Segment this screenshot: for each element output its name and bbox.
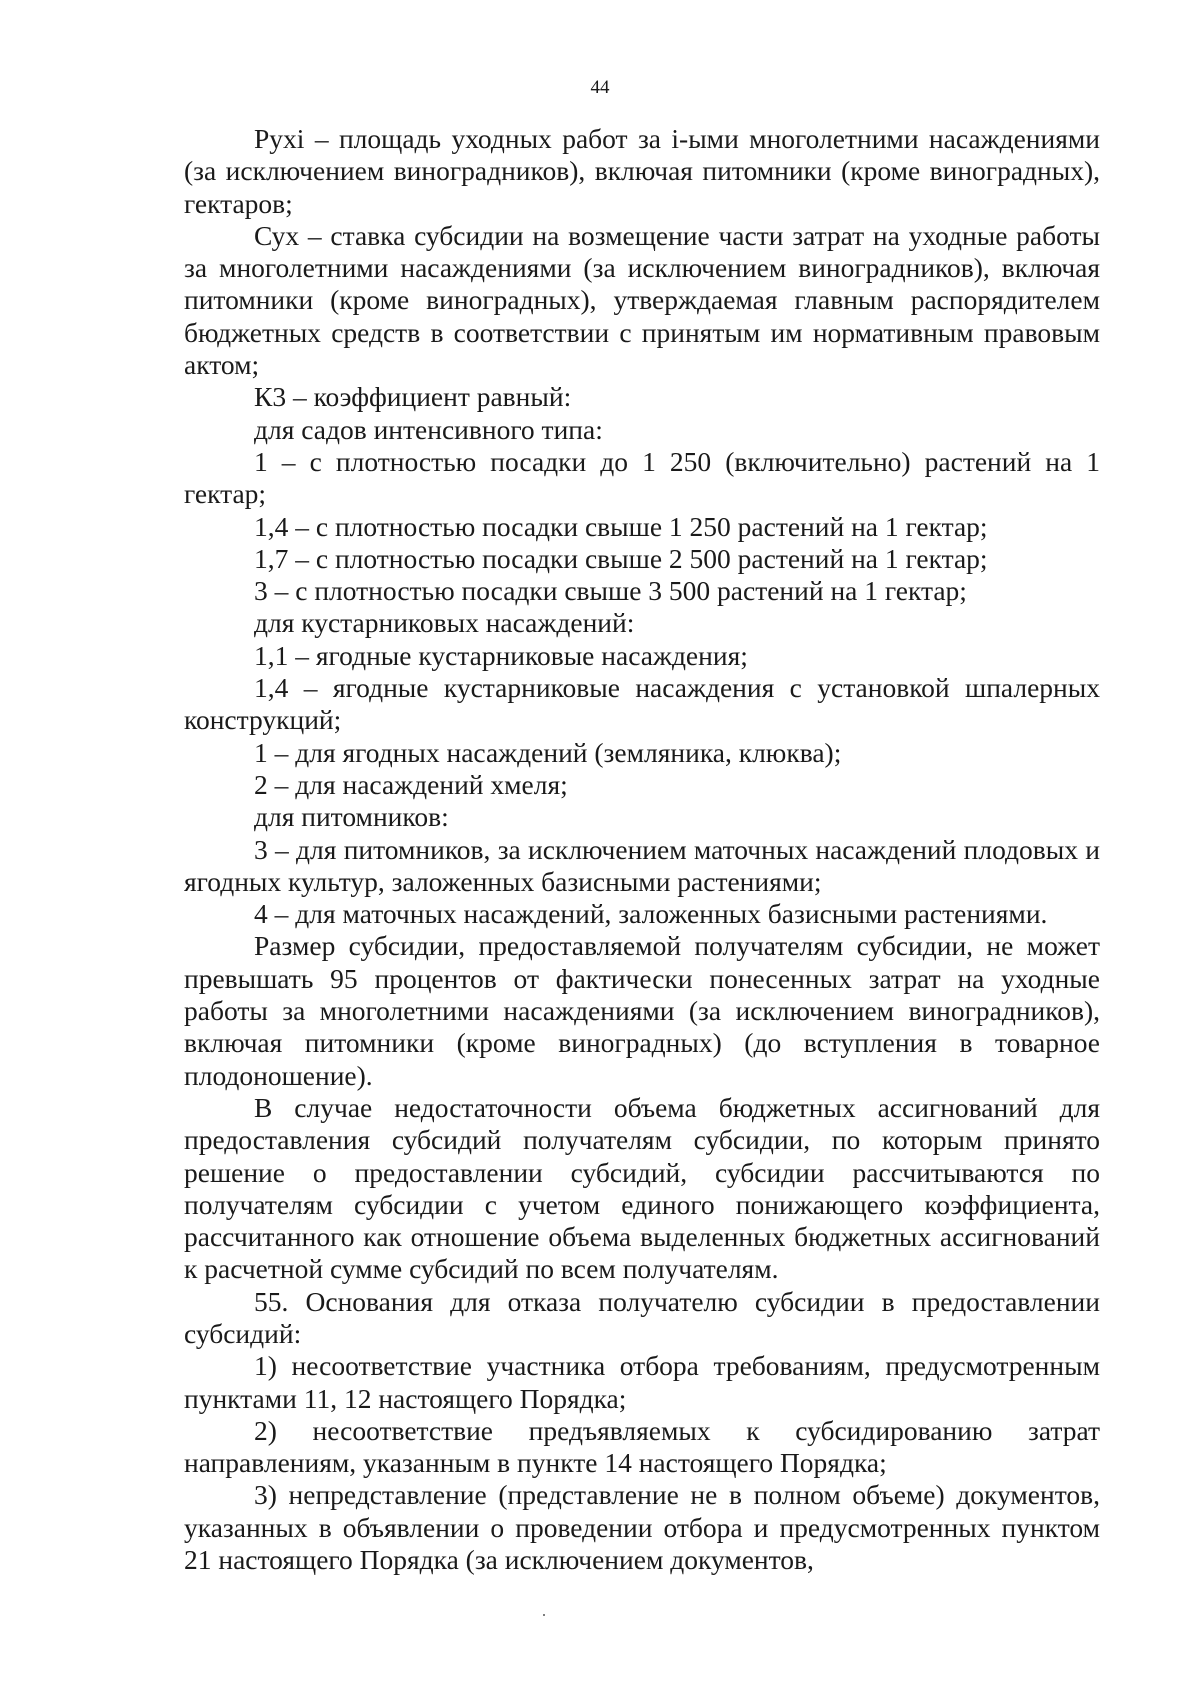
paragraph-pyxi-definition: Pyxi – площадь уходных работ за i-ыми многолетними насаждениями (за исключением виноградников), включая питомники (кроме виноградных), гектаров; <box>184 123 1100 219</box>
paragraph-hops-2: 2 – для насаждений хмеля; <box>254 768 568 800</box>
scan-speck <box>543 1614 545 1616</box>
paragraph-reason-3: 3) непредставление (представление не в полном объеме) документов, указанных в объявлении о проведении отбора и предусмотренных пунктом 21 настоящего Порядка (за исключением документов, <box>184 1479 1100 1576</box>
paragraph-nurseries-heading: для питомников: <box>254 801 449 833</box>
paragraph-coefficient-3: 3 – с плотностью посадки свыше 3 500 растений на 1 гектар; <box>254 575 967 607</box>
paragraph-coefficient-1-7: 1,7 – с плотностью посадки свыше 2 500 растений на 1 гектар; <box>254 542 988 574</box>
paragraph-insufficient-budget: В случае недостаточности объема бюджетных ассигнований для предоставления субсидий получателям субсидии, по которым принято решение о предоставлении субсидий, субсидии рассчитываются по получателям субсидии с учетом единого понижающего коэффициента, рассчитанного как отношение объема выделенных бюджетных ассигнований к расчетной сумме субсидий по всем получателям. <box>184 1091 1100 1285</box>
paragraph-section-55: 55. Основания для отказа получателю субсидии в предоставлении субсидий: <box>184 1285 1100 1349</box>
paragraph-sux-definition: Сух – ставка субсидии на возмещение части затрат на уходные работы за многолетними насаждениями (за исключением виноградников), включая питомники (кроме виноградных), утверждаемая главным распорядителем бюджетных средств в соответствии с принятым им нормативным правовым актом; <box>184 219 1100 381</box>
paragraph-reason-2: 2) несоответствие предъявляемых к субсидированию затрат направлениям, указанным в пункте 14 настоящего Порядка; <box>184 1414 1100 1479</box>
paragraph-berries-1: 1 – для ягодных насаждений (земляника, клюква); <box>254 736 842 768</box>
paragraph-shrubs-1-1: 1,1 – ягодные кустарниковые насаждения; <box>254 639 748 671</box>
paragraph-intensive-gardens-heading: для садов интенсивного типа: <box>254 413 603 445</box>
paragraph-coefficient-1-4: 1,4 – с плотностью посадки свыше 1 250 растений на 1 гектар; <box>254 510 988 542</box>
paragraph-shrubs-heading: для кустарниковых насаждений: <box>254 607 635 639</box>
document-body <box>184 123 1100 1576</box>
paragraph-nurseries-3: 3 – для питомников, за исключением маточных насаждений плодовых и ягодных культур, заложенных базисными растениями; <box>184 833 1100 897</box>
paragraph-k3-definition: К3 – коэффициент равный: <box>254 381 572 413</box>
page-number: 44 <box>590 77 610 98</box>
paragraph-coefficient-1: 1 – с плотностью посадки до 1 250 (включительно) растений на 1 гектар; <box>184 445 1100 510</box>
paragraph-subsidy-limit: Размер субсидии, предоставляемой получателям субсидии, не может превышать 95 процентов от фактически понесенных затрат на уходные работы за многолетними насаждениями (за исключением виноградников), включая питомники (кроме виноградных) (до вступления в товарное плодоношение). <box>184 930 1100 1091</box>
paragraph-shrubs-1-4: 1,4 – ягодные кустарниковые насаждения с установкой шпалерных конструкций; <box>184 672 1100 736</box>
paragraph-reason-1: 1) несоответствие участника отбора требованиям, предусмотренным пунктами 11, 12 настоящего Порядка; <box>184 1350 1100 1414</box>
paragraph-mother-plantings-4: 4 – для маточных насаждений, заложенных базисными растениями. <box>254 898 1048 930</box>
